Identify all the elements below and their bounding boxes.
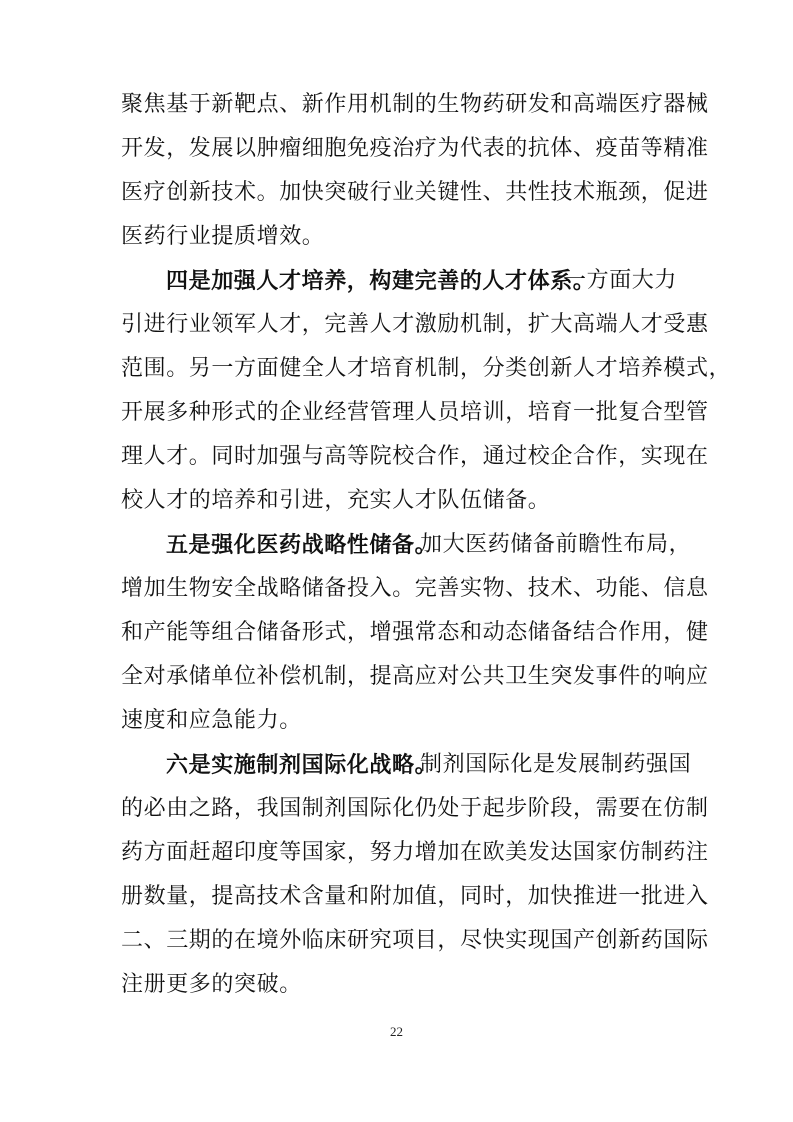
line-text: 医药行业提质增效。 <box>121 224 325 249</box>
line-text: 范围。另一方面健全人才培育机制，分类创新人才培养模式， <box>121 356 732 381</box>
paragraph-1-line-3 <box>0 171 793 215</box>
paragraph-4-line-4 <box>0 875 793 919</box>
line-text: 药方面赶超印度等国家，努力增加在欧美发达国家仿制药注 <box>121 840 709 865</box>
line-text: 开展多种形式的企业经营管理人员培训，培育一批复合型管 <box>121 400 709 425</box>
paragraph-1-line-1 <box>0 83 793 127</box>
line-text: 聚焦基于新靶点、新作用机制的生物药研发和高端医疗器械 <box>121 92 709 117</box>
paragraph-3-line-4 <box>0 655 793 699</box>
paragraph-2-line-6 <box>0 479 793 523</box>
paragraph-4-line-1 <box>0 743 793 787</box>
line-text: 注册更多的突破。 <box>121 972 302 997</box>
paragraph-3-line-1 <box>0 523 793 567</box>
line-text: 引进行业领军人才，完善人才激励机制，扩大高端人才受惠 <box>121 312 709 337</box>
line-text: 加大医药储备前瞻性布局， <box>420 532 692 557</box>
line-text: 速度和应急能力。 <box>121 708 302 733</box>
line-text: 增加生物安全战略储备投入。完善实物、技术、功能、信息 <box>121 576 709 601</box>
line-text: 一方面大力 <box>564 268 678 293</box>
paragraph-2-line-4 <box>0 391 793 435</box>
paragraph-heading: 五是强化医药战略性储备。 <box>166 532 438 558</box>
paragraph-2-line-5 <box>0 435 793 479</box>
paragraph-4-line-3 <box>0 831 793 875</box>
line-text: 册数量，提高技术含量和附加值，同时，加快推进一批进入 <box>121 884 709 909</box>
paragraph-3-line-5 <box>0 699 793 743</box>
line-text: 二、三期的在境外临床研究项目，尽快实现国产创新药国际 <box>121 928 709 953</box>
paragraph-3-line-3 <box>0 611 793 655</box>
paragraph-4-line-5 <box>0 919 793 963</box>
paragraph-heading: 四是加强人才培养，构建完善的人才体系。 <box>166 268 596 294</box>
paragraph-2-line-2 <box>0 303 793 347</box>
line-text: 理人才。同时加强与高等院校合作，通过校企合作，实现在 <box>121 444 709 469</box>
line-text: 校人才的培养和引进，充实人才队伍储备。 <box>121 488 551 513</box>
line-text: 的必由之路，我国制剂国际化仍处于起步阶段，需要在仿制 <box>121 796 709 821</box>
paragraph-1-line-4 <box>0 215 793 259</box>
paragraph-4-line-6 <box>0 963 793 1007</box>
paragraph-4-line-2 <box>0 787 793 831</box>
paragraph-3-line-2 <box>0 567 793 611</box>
line-text: 开发，发展以肿瘤细胞免疫治疗为代表的抗体、疫苗等精准 <box>121 136 709 161</box>
page-number: 22 <box>390 1024 403 1039</box>
line-text: 和产能等组合储备形式，增强常态和动态储备结合作用，健 <box>121 620 709 645</box>
paragraph-2-line-1 <box>0 259 793 303</box>
paragraph-2-line-3 <box>0 347 793 391</box>
paragraph-heading: 六是实施制剂国际化战略。 <box>166 752 438 778</box>
line-text: 医疗创新技术。加快突破行业关键性、共性技术瓶颈，促进 <box>121 180 709 205</box>
line-text: 全对承储单位补偿机制，提高应对公共卫生突发事件的响应 <box>121 664 709 689</box>
paragraph-1-line-2 <box>0 127 793 171</box>
line-text: 制剂国际化是发展制药强国 <box>420 752 692 777</box>
